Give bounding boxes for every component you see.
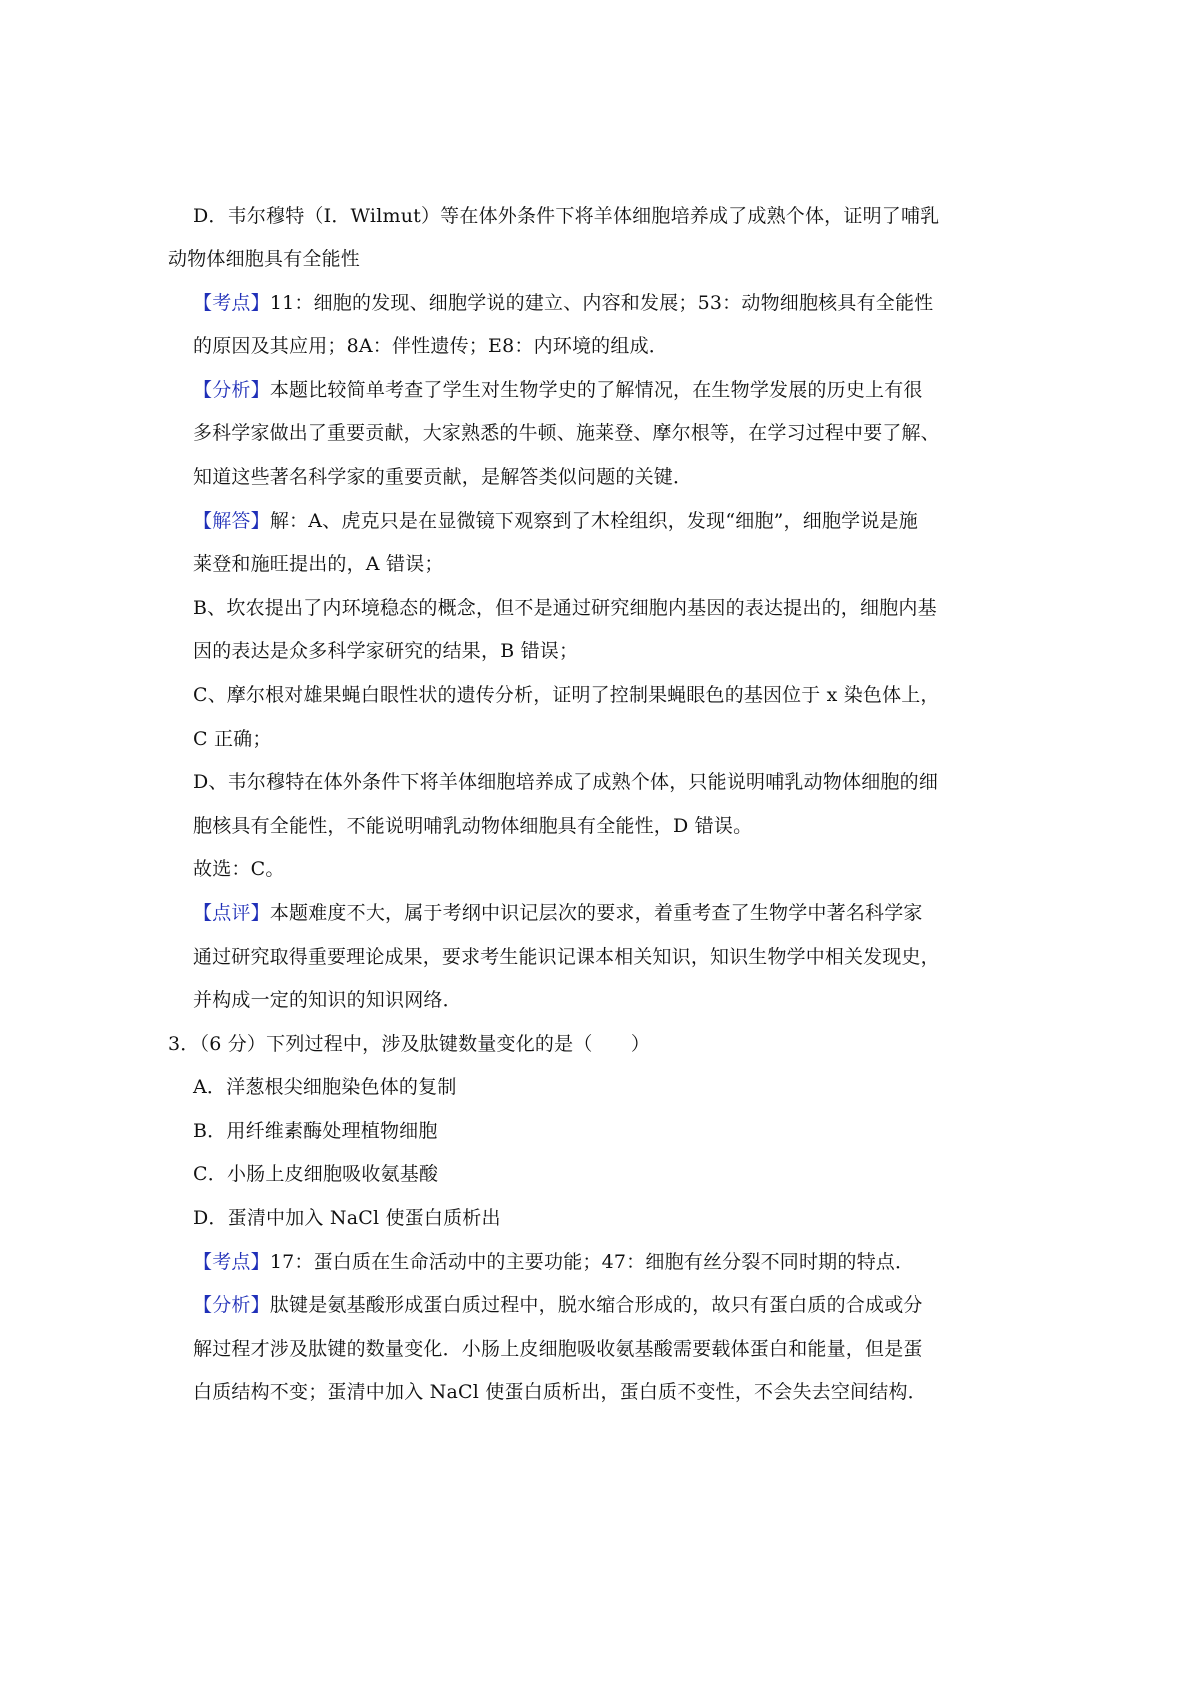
dianping-text: 本题难度不大，属于考纲中识记层次的要求，着重考查了生物学中著名科学家	[269, 902, 923, 924]
q3-option-b: B．用纤维素酶处理植物细胞	[193, 1120, 438, 1142]
q2-jieda-c1: C、摩尔根对雄果蝇白眼性状的遗传分析，证明了控制果蝇眼色的基因位于 x 染色体上，	[193, 684, 940, 706]
kaodian-tag: 【考点】	[193, 1251, 270, 1273]
fenxi-tag: 【分析】	[193, 379, 270, 401]
q2-fenxi-line1	[193, 377, 923, 403]
q2-dianping-line1	[193, 900, 923, 926]
q3-fenxi-line3: 白质结构不变；蛋清中加入 NaCl 使蛋白质析出，蛋白质不变性，不会失去空间结构．	[193, 1381, 927, 1403]
q3-stem: 3．（6 分）下列过程中，涉及肽键数量变化的是（ ）	[168, 1033, 651, 1055]
q2-answer: 故选：C。	[193, 858, 285, 880]
q3-fenxi-line1	[193, 1292, 923, 1318]
kaodian-tag: 【考点】	[193, 292, 270, 314]
fenxi-text: 肽键是氨基酸形成蛋白质过程中，脱水缩合形成的，故只有蛋白质的合成或分	[269, 1294, 923, 1316]
q3-option-a: A．洋葱根尖细胞染色体的复制	[193, 1076, 457, 1098]
jieda-text: 解：A、虎克只是在显微镜下观察到了木栓组织，发现“细胞”，细胞学说是施	[269, 510, 918, 532]
q2-jieda-d1: D、韦尔穆特在体外条件下将羊体细胞培养成了成熟个体，只能说明哺乳动物体细胞的细	[193, 771, 939, 793]
q2-dianping-line2: 通过研究取得重要理论成果，要求考生能识记课本相关知识，知识生物学中相关发现史，	[193, 946, 940, 968]
fenxi-text: 本题比较简单考查了学生对生物学史的了解情况，在生物学发展的历史上有很	[269, 379, 923, 401]
q2-jieda-line2: 莱登和施旺提出的，A 错误；	[193, 553, 444, 575]
q2-option-d-line1: D．韦尔穆特（I．Wilmut）等在体外条件下将羊体细胞培养成了成熟个体，证明了哺乳	[193, 205, 940, 227]
jieda-tag: 【解答】	[193, 510, 270, 532]
q2-jieda-b1: B、坎农提出了内环境稳态的概念，但不是通过研究细胞内基因的表达提出的，细胞内基	[193, 597, 937, 619]
dianping-tag: 【点评】	[193, 902, 270, 924]
q2-jieda-c2: C 正确；	[193, 728, 272, 750]
kaodian-text: 11：细胞的发现、细胞学说的建立、内容和发展；53：动物细胞核具有全能性	[269, 292, 934, 314]
q2-jieda-b2: 因的表达是众多科学家研究的结果，B 错误；	[193, 640, 579, 662]
fenxi-tag: 【分析】	[193, 1294, 270, 1316]
q3-kaodian-line1	[193, 1249, 914, 1275]
q2-jieda-line1	[193, 508, 918, 534]
q2-jieda-d2: 胞核具有全能性，不能说明哺乳动物体细胞具有全能性，D 错误。	[193, 815, 753, 837]
q3-option-d: D．蛋清中加入 NaCl 使蛋白质析出	[193, 1207, 501, 1229]
q3-fenxi-line2: 解过程才涉及肽键的数量变化．小肠上皮细胞吸收氨基酸需要载体蛋白和能量，但是蛋	[193, 1338, 923, 1360]
q2-dianping-line3: 并构成一定的知识的知识网络．	[193, 989, 462, 1011]
q2-fenxi-line3: 知道这些著名科学家的重要贡献，是解答类似问题的关键．	[193, 466, 693, 488]
q2-fenxi-line2: 多科学家做出了重要贡献，大家熟悉的牛顿、施莱登、摩尔根等，在学习过程中要了解、	[193, 422, 940, 444]
kaodian-text: 17：蛋白质在生命活动中的主要功能；47：细胞有丝分裂不同时期的特点．	[269, 1251, 915, 1273]
q3-option-c: C．小肠上皮细胞吸收氨基酸	[193, 1163, 439, 1185]
q2-kaodian-line2: 的原因及其应用；8A：伴性遗传；E8：内环境的组成．	[193, 335, 668, 357]
q2-option-d-line2: 动物体细胞具有全能性	[168, 248, 361, 270]
q2-kaodian-line1	[193, 290, 933, 316]
